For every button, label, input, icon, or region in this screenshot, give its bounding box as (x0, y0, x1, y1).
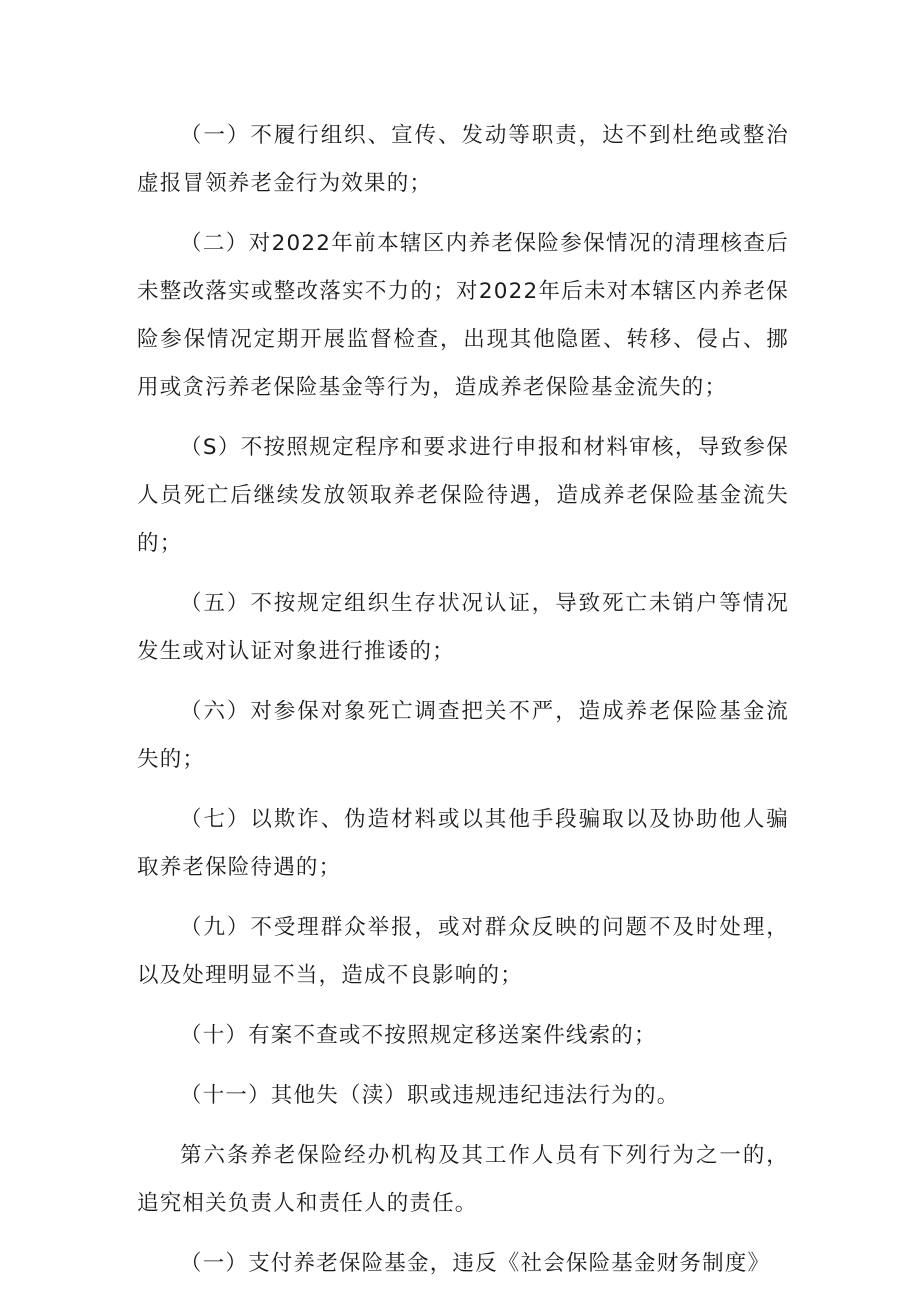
article-six-item-1: （一）支付养老保险基金，违反《社会保险基金财务制度》 (180, 1251, 771, 1276)
paragraph-item-2: （二）对2022年前本辖区内养老保险参保情况的清理核查后未整改落实或整改落实不力的；对2022年后未对本辖区内养老保险参保情况定期开展监督检查，出现其他隐匿、转移、侵占、挪用或贪污养老保险基金等行为，造成养老保险基金流失的； (137, 231, 789, 400)
paragraph-item-9: （九）不受理群众举报，或对群众反映的问题不及时处理，以及处理明显不当，造成不良影响的； (137, 915, 789, 988)
paragraph-item-7: （七）以欺诈、伪造材料或以其他手段骗取以及协助他人骗取养老保险待遇的； (137, 807, 789, 880)
paragraph-item-11: （十一）其他失（渎）职或违规违纪违法行为的。 (180, 1083, 680, 1108)
article-six-heading: 第六条养老保险经办机构及其工作人员有下列行为之一的，追究相关负责人和责任人的责任。 (137, 1143, 789, 1216)
paragraph-item-5: （五）不按规定组织生存状况认证，导致死亡未销户等情况发生或对认证对象进行推诿的； (137, 591, 789, 664)
document-body (137, 112, 789, 1292)
paragraph-item-1: （一）不履行组织、宣传、发动等职责，达不到杜绝或整治虚报冒领养老金行为效果的； (137, 123, 789, 196)
paragraph-item-6: （六）对参保对象死亡调查把关不严，造成养老保险基金流失的； (137, 699, 789, 772)
paragraph-item-10: （十）有案不查或不按照规定移送案件线索的； (180, 1023, 657, 1048)
paragraph-item-3: （S）不按照规定程序和要求进行申报和材料审核，导致参保人员死亡后继续发放领取养老保险待遇，造成养老保险基金流失的； (137, 435, 789, 556)
